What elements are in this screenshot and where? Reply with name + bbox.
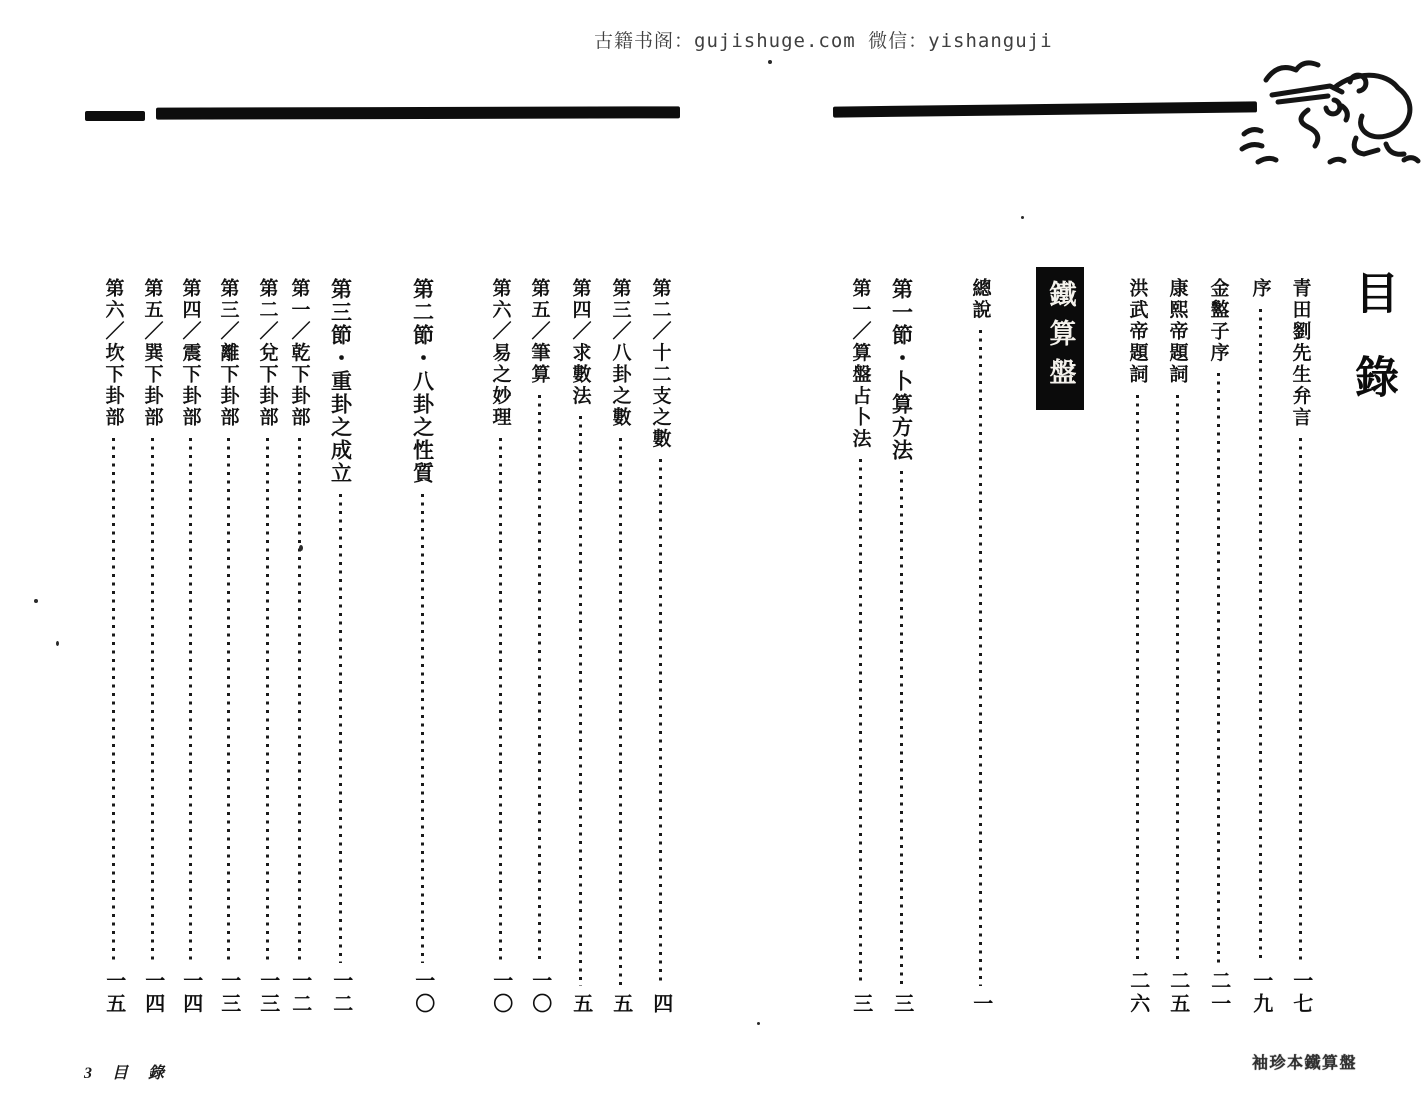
toc-entry-title: 第二／十二支之數 xyxy=(649,278,671,450)
dotted-leader xyxy=(227,438,230,964)
toc-entry-title: 第二節・八卦之性質 xyxy=(410,278,435,485)
dotted-leader xyxy=(579,416,582,986)
toc-entry xyxy=(93,278,133,1016)
book-title-banner xyxy=(1036,267,1084,410)
toc-entry-page: 二六 xyxy=(1126,970,1149,1016)
toc-entry-title: 序 xyxy=(1249,278,1271,300)
toc-entry xyxy=(208,278,248,1016)
toc-entry xyxy=(1157,278,1197,1016)
footer-book-title: 袖珍本鐵算盤 xyxy=(1252,1055,1358,1072)
toc-entry xyxy=(247,278,287,1016)
toc-entry-page: 五 xyxy=(569,993,592,1016)
toc-entry-title: 青田劉先生弁言 xyxy=(1289,278,1311,429)
toc-entry-page: 二五 xyxy=(1166,970,1189,1016)
toc-entry xyxy=(519,278,559,1016)
dotted-leader xyxy=(189,438,192,964)
decorative-rule-short xyxy=(85,111,145,121)
scan-speck xyxy=(757,1022,760,1025)
toc-section-entry xyxy=(318,278,362,1016)
scan-speck xyxy=(1021,216,1024,219)
scan-speck xyxy=(299,545,303,551)
toc-entry-page: 五 xyxy=(609,993,632,1016)
dotted-leader xyxy=(298,438,301,964)
decorative-rule-right xyxy=(833,101,1257,117)
dotted-leader xyxy=(900,471,903,986)
toc-entry-title: 第四／震下卦部 xyxy=(179,278,201,429)
toc-entry-page: 一四 xyxy=(179,970,202,1016)
dotted-leader xyxy=(979,330,982,986)
toc-entry-title: 第三／八卦之數 xyxy=(609,278,631,429)
toc-entry-page: 一 xyxy=(969,993,992,1016)
toc-entry xyxy=(600,278,640,1016)
toc-entry-page: 一九 xyxy=(1249,970,1272,1016)
toc-entry-title: 第五／筆算 xyxy=(528,278,550,386)
toc-entry xyxy=(560,278,600,1016)
toc-entry xyxy=(1240,278,1280,1016)
dotted-leader xyxy=(659,459,662,986)
dotted-leader xyxy=(1217,373,1220,963)
dotted-leader xyxy=(1136,395,1139,964)
toc-entry-title: 第六／坎下卦部 xyxy=(102,278,124,429)
footer-page-number: 3 目 錄 xyxy=(84,1065,173,1082)
toc-entry-page: 三 xyxy=(890,993,913,1016)
dotted-leader xyxy=(1259,309,1262,964)
toc-entry-title: 第一節・卜算方法 xyxy=(889,278,914,462)
toc-entry xyxy=(840,278,880,1016)
toc-entry-title: 總說 xyxy=(969,278,991,321)
dotted-leader xyxy=(266,438,269,964)
toc-entry xyxy=(132,278,172,1016)
toc-entry-title: 第三／離下卦部 xyxy=(217,278,239,429)
toc-entry-page: 一二 xyxy=(329,970,352,1016)
toc-entry-page: 一〇 xyxy=(528,970,551,1016)
toc-entry-page: 一七 xyxy=(1289,970,1312,1016)
dotted-leader xyxy=(112,438,115,964)
toc-entry-title: 第三節・重卦之成立 xyxy=(328,278,353,485)
toc-entry-page: 一四 xyxy=(141,970,164,1016)
dotted-leader xyxy=(151,438,154,964)
dragon-illustration xyxy=(1238,50,1422,174)
dotted-leader xyxy=(619,438,622,987)
book-title: 鐵算盤 xyxy=(1045,280,1076,397)
toc-entry xyxy=(170,278,210,1016)
toc-entry-title: 金盭子序 xyxy=(1207,278,1229,364)
toc-entry-page: 一二 xyxy=(288,970,311,1016)
dotted-leader xyxy=(339,494,342,963)
toc-entry-page: 一〇 xyxy=(411,970,434,1016)
dotted-leader xyxy=(499,438,502,964)
toc-entry-title: 第二／兌下卦部 xyxy=(256,278,278,429)
toc-entry-page: 一三 xyxy=(256,970,279,1016)
scan-speck xyxy=(56,641,59,646)
page-title: 目錄 xyxy=(1348,270,1397,438)
toc-entry-title: 康熙帝題詞 xyxy=(1166,278,1188,386)
toc-entry-page: 一〇 xyxy=(489,970,512,1016)
toc-entry-title: 第一／算盤占卜法 xyxy=(849,278,871,450)
toc-entry-page: 二一 xyxy=(1207,970,1230,1016)
toc-entry-page: 一三 xyxy=(217,970,240,1016)
toc-entry-page: 四 xyxy=(649,993,672,1016)
dotted-leader xyxy=(421,494,424,963)
toc-entry-page: 一五 xyxy=(102,970,125,1016)
scan-speck xyxy=(34,599,38,603)
toc-entry-title: 第六／易之妙理 xyxy=(489,278,511,429)
dotted-leader xyxy=(859,459,862,986)
toc-entry xyxy=(1280,278,1320,1016)
watermark-text: 古籍书阁：gujishuge.com 微信：yishanguji xyxy=(594,30,1053,52)
toc-entry xyxy=(480,278,520,1016)
toc-entry xyxy=(960,278,1000,1016)
toc-entry-title: 第一／乾下卦部 xyxy=(288,278,310,429)
toc-entry-title: 第五／巽下卦部 xyxy=(141,278,163,429)
toc-entry xyxy=(1198,278,1238,1016)
dotted-leader xyxy=(1176,395,1179,964)
decorative-rule-left xyxy=(156,106,680,119)
toc-entry xyxy=(1117,278,1157,1016)
dotted-leader xyxy=(538,395,541,964)
scan-speck xyxy=(768,60,772,64)
dotted-leader xyxy=(1299,438,1302,964)
toc-entry-title: 洪武帝題詞 xyxy=(1126,278,1148,386)
toc-section-entry xyxy=(879,278,923,1016)
toc-entry-title: 第四／求數法 xyxy=(569,278,591,407)
toc-entry-page: 三 xyxy=(849,993,872,1016)
toc-entry xyxy=(640,278,680,1016)
toc-section-entry xyxy=(400,278,444,1016)
